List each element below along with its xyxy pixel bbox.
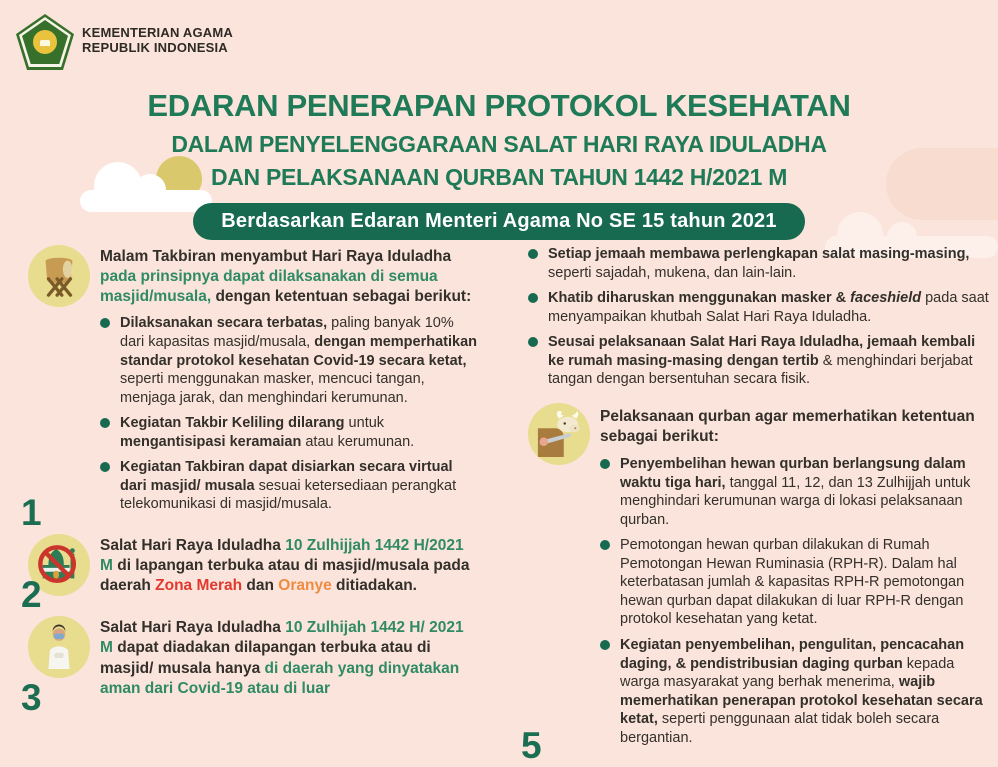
section-2-heading: Salat Hari Raya Iduladha 10 Zulhijjah 1442 H/2021 M di lapangan terbuka atau di masjid/musala pada daerah Zona Merah dan Oranye ditiadakan. (100, 536, 470, 595)
section-3-heading: Salat Hari Raya Iduladha 10 Zulhijah 1442 H/ 2021 M dapat diadakan dilapangan terbuka atau di masjid/ musala hanya di daerah yang dinyatakan aman dari Covid-19 atau di luar (100, 619, 464, 697)
page-title: EDARAN PENERAPAN PROTOKOL KESEHATAN (147, 88, 851, 123)
ministry-name-line1: KEMENTERIAN AGAMA (82, 25, 233, 40)
section-2-body (100, 534, 480, 603)
bullet-text: Setiap jemaah membawa perlengkapan salat masing-masing, seperti sajadah, mukena, dan lain-lain. (548, 246, 970, 281)
list-item (100, 314, 480, 407)
bullet-dot-icon (528, 249, 538, 259)
regulation-badge: Berdasarkan Edaran Menteri Agama No SE 15 tahun 2021 (193, 203, 804, 240)
section-number: 3 (21, 676, 42, 718)
praying-person-icon (28, 616, 90, 678)
section-5-heading: Pelaksanaan qurban agar memerhatikan ketentuan sebagai berikut: (600, 407, 975, 445)
ministry-logo (16, 14, 233, 70)
qurban-cow-knife-icon (528, 403, 590, 465)
section-3-body (100, 616, 480, 706)
bedug-drum-icon (28, 245, 90, 307)
bullet-text: Khatib diharuskan menggunakan masker & faceshield pada saat menyampaikan khutbah Salat Hari Raya Iduladha. (548, 290, 989, 325)
section-5-body (600, 403, 990, 754)
bullet-text: Penyembelihan hewan qurban berlangsung dalam waktu tiga hari, tanggal 11, 12, dan 13 Zulhijjah untuk menghindari kerumunan warga di lokasi pelaksanaan qurban. (620, 456, 971, 528)
section-5-list (600, 455, 990, 747)
header (0, 88, 998, 240)
bullet-dot-icon (528, 293, 538, 303)
section-5-icon-block (521, 403, 592, 767)
list-item (528, 245, 990, 282)
list-item (100, 458, 480, 514)
list-item (600, 455, 990, 529)
list-item (600, 536, 990, 629)
section-1-list (100, 314, 480, 513)
bullet-text: Kegiatan Takbir Keliling dilarang untuk mengantisipasi keramaian atau kerumunan. (120, 415, 415, 450)
bullet-dot-icon (600, 459, 610, 469)
bullet-text: Dilaksanakan secara terbatas, paling banyak 10% dari kapasitas masjid/musala, dengan memperhatikan standar protokol kesehatan Covid-19 secara ketat, seperti menggunakan masker, mencuci tangan, menjaga jarak, dan menghindari kerumunan. (120, 315, 477, 406)
ministry-name (82, 26, 233, 56)
section-3-salat-diadakan (21, 616, 480, 718)
bullet-dot-icon (600, 640, 610, 650)
section-number: 2 (21, 574, 42, 616)
bullet-dot-icon (100, 462, 110, 472)
list-item (600, 636, 990, 747)
section-number: 1 (21, 491, 42, 533)
section-2-icon-block (21, 534, 92, 616)
list-item (528, 289, 990, 326)
bullet-dot-icon (528, 337, 538, 347)
right-column (521, 245, 990, 767)
section-1-heading: Malam Takbiran menyambut Hari Raya Iduladha pada prinsipnya dapat dilaksanakan di semua masjid/musala, dengan ketentuan sebagai berikut: (100, 248, 472, 306)
page-subtitle-1: DALAM PENYELENGGARAAN SALAT HARI RAYA IDULADHA (171, 131, 827, 157)
bullet-dot-icon (100, 418, 110, 428)
page-subtitle-2: DAN PELAKSANAAN QURBAN TAHUN 1442 H/2021 M (210, 164, 788, 190)
kemenag-pentagon-logo-icon (16, 14, 74, 70)
section-1-body (100, 245, 480, 521)
bullet-text: Kegiatan Takbiran dapat disiarkan secara virtual dari masjid/ musala sesuai ketersediaan perangkat telekomunikasi di masjid/musala. (120, 459, 457, 513)
left-column (21, 245, 480, 719)
bullet-text: Pemotongan hewan qurban dilakukan di Rumah Pemotongan Hewan Ruminasia (RPH-R). Dalam hal keterbatasan jumlah & kapasitas RPH-R pemotongan hewan qurban dapat dilakukan di luar RPH-R dengan protokol kesehatan yang ketat. (620, 537, 965, 628)
bullet-dot-icon (100, 318, 110, 328)
ministry-name-line2: REPUBLIK INDONESIA (82, 39, 228, 55)
bullet-text: Kegiatan penyembelihan, pengulitan, pencacahan daging, & pendistribusian daging qurban kepada warga masyarakat yang berhak menerima, wajib memerhatikan penerapan protokol kesehatan secara ketat, seperti penggunaan alat tidak boleh secara bergantian. (620, 637, 983, 746)
bullet-text: Seusai pelaksanaan Salat Hari Raya Iduladha, jemaah kembali ke rumah masing-masing dengan tertib & menghindari berjabat tangan dengan bersentuhan secara fisik. (548, 334, 976, 388)
section-3-icon-block (21, 616, 92, 718)
section-4-list-continued (528, 245, 990, 389)
section-5-qurban (521, 403, 990, 767)
section-1-takbiran (21, 245, 480, 533)
section-1-icon-block (21, 245, 92, 533)
section-number: 5 (521, 725, 542, 767)
list-item (528, 333, 990, 389)
bullet-dot-icon (600, 540, 610, 550)
list-item (100, 414, 480, 451)
section-2-salat-ditiadakan (21, 534, 480, 616)
